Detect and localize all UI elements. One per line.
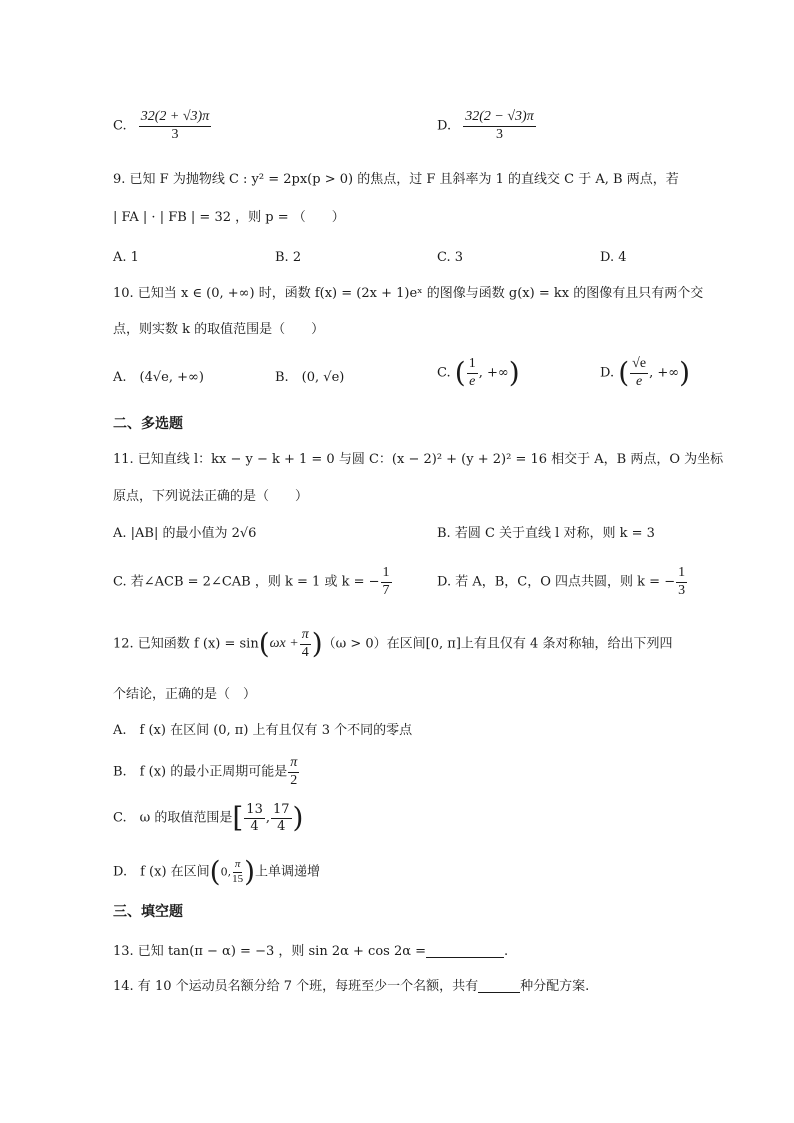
q12-option-a: A. f (x) 在区间 (0, π) 上有且仅有 3 个不同的零点 bbox=[113, 723, 413, 738]
q8-option-d-numerator: 32(2 − √3)π bbox=[463, 110, 535, 127]
q8-option-d-fraction bbox=[463, 110, 535, 142]
q11-option-c-text: C. 若∠ACB = 2∠CAB ，则 k = 1 或 k = − bbox=[113, 574, 380, 590]
q12-pi-denominator: 4 bbox=[301, 644, 309, 660]
q8-option-d bbox=[437, 110, 537, 142]
q12-option-c-upper bbox=[271, 803, 292, 833]
q8-option-d-label: D. bbox=[437, 118, 452, 134]
q10-option-d bbox=[600, 357, 690, 389]
q14-line bbox=[113, 979, 589, 993]
q10-option-d-fraction bbox=[630, 357, 648, 389]
left-paren: ( bbox=[209, 855, 221, 888]
q8-option-c-denominator: 3 bbox=[171, 126, 179, 142]
comma: , bbox=[265, 810, 270, 826]
q10-option-c-numerator: 1 bbox=[467, 357, 478, 374]
q9-line2: | FA | · | FB | = 32 ，则 p = （ ） bbox=[113, 210, 345, 225]
q9-option-d: D. 4 bbox=[600, 250, 627, 265]
q10-option-c-label: C. bbox=[437, 365, 451, 381]
q11-option-d bbox=[437, 566, 688, 598]
q12-option-d-numerator: π bbox=[233, 859, 243, 873]
q10-option-d-denominator: e bbox=[636, 373, 643, 389]
right-paren: ) bbox=[679, 356, 691, 390]
q12-option-d-denominator: 15 bbox=[232, 872, 244, 885]
q11-option-d-text: D. 若 A，B，C，O 四点共圆，则 k = − bbox=[437, 574, 676, 590]
q9-line1: 9. 已知 F 为抛物线 C : y² = 2px(p > 0) 的焦点，过 F 且斜率为 1 的直线交 C 于 A, B 两点，若 bbox=[113, 172, 679, 187]
q11-option-b: B. 若圆 C 关于直线 l 对称，则 k = 3 bbox=[437, 526, 655, 541]
q10-line1: 10. 已知当 x ∈ (0, +∞) 时，函数 f(x) = (2x + 1)eˣ 的图像与函数 g(x) = kx 的图像有且只有两个交 bbox=[113, 286, 704, 301]
q10-option-c-fraction bbox=[467, 357, 478, 389]
q12-option-b-fraction bbox=[288, 756, 299, 788]
q12-option-b-text: B. f (x) 的最小正周期可能是 bbox=[113, 764, 288, 780]
q11-option-a: A. |AB| 的最小值为 2√6 bbox=[113, 526, 257, 541]
q12-option-c-upper-denominator: 4 bbox=[277, 818, 286, 834]
q12-option-b bbox=[113, 756, 300, 788]
q8-option-d-denominator: 3 bbox=[495, 126, 503, 142]
q12-option-d bbox=[113, 855, 321, 888]
q9-option-a: A. 1 bbox=[113, 250, 139, 265]
q12-option-d-zero: 0, bbox=[220, 865, 232, 879]
q12-option-d-fraction bbox=[232, 859, 243, 885]
q12-line2: 个结论，正确的是（ ） bbox=[113, 687, 257, 702]
q10-line2: 点，则实数 k 的取值范围是（ ） bbox=[113, 322, 325, 337]
q8-option-c-label: C. bbox=[113, 118, 127, 134]
right-paren: ) bbox=[311, 627, 323, 661]
q14-answer-blank[interactable] bbox=[478, 979, 520, 993]
q11-option-d-numerator: 1 bbox=[676, 566, 687, 583]
q10-option-a: A. (4√e, +∞) bbox=[113, 370, 204, 385]
q11-option-d-denominator: 3 bbox=[678, 582, 686, 598]
q12-option-c-text: C. ω 的取值范围是 bbox=[113, 810, 233, 826]
right-paren: ) bbox=[508, 356, 520, 390]
q13-answer-blank[interactable] bbox=[426, 944, 504, 958]
q12-option-d-post: 上单调递增 bbox=[255, 864, 321, 880]
right-paren: ) bbox=[244, 855, 256, 888]
q11-option-d-fraction bbox=[676, 566, 687, 598]
q11-option-c bbox=[113, 566, 393, 598]
q13-text: 13. 已知 tan(π − α) = −3 ，则 sin 2α + cos 2α = bbox=[113, 944, 427, 959]
left-paren: ( bbox=[258, 627, 270, 661]
q12-option-c-lower-numerator: 13 bbox=[246, 802, 263, 817]
left-paren: ( bbox=[618, 356, 630, 390]
q12-option-c-lower bbox=[244, 803, 265, 833]
q12-pi-over-4 bbox=[300, 628, 311, 660]
q12-option-b-denominator: 2 bbox=[290, 772, 298, 788]
q11-option-c-fraction bbox=[381, 566, 392, 598]
right-paren: ) bbox=[292, 801, 304, 835]
q12-function-text: 12. 已知函数 f (x) = sin bbox=[113, 636, 259, 652]
left-paren: ( bbox=[454, 356, 466, 390]
q10-option-d-tail: , +∞ bbox=[649, 365, 680, 381]
q12-condition-text: （ω > 0）在区间[0, π]上有且仅有 4 条对称轴，给出下列四 bbox=[322, 636, 673, 652]
section-heading-fill-blank: 三、填空题 bbox=[113, 904, 183, 920]
q11-line2: 原点，下列说法正确的是（ ） bbox=[113, 489, 309, 504]
q10-option-d-label: D. bbox=[600, 365, 615, 381]
q12-argument: ωx + bbox=[269, 636, 299, 652]
q12-option-c bbox=[113, 803, 303, 833]
q11-option-c-denominator: 7 bbox=[382, 582, 390, 598]
q12-option-d-text: D. f (x) 在区间 bbox=[113, 864, 210, 880]
q11-line1: 11. 已知直线 l：kx − y − k + 1 = 0 与圆 C：(x − 2)² + (y + 2)² = 16 相交于 A，B 两点，O 为坐标 bbox=[113, 452, 724, 467]
q12-line1 bbox=[113, 628, 672, 660]
q8-option-c bbox=[113, 110, 212, 142]
section-heading-multiple-choice: 二、多选题 bbox=[113, 416, 183, 432]
q12-option-c-lower-denominator: 4 bbox=[250, 818, 259, 834]
q8-option-c-numerator: 32(2 + √3)π bbox=[139, 110, 211, 127]
q10-option-c-denominator: e bbox=[469, 373, 476, 389]
q12-pi-numerator: π bbox=[300, 628, 311, 645]
q10-option-c bbox=[437, 357, 520, 389]
q11-option-c-numerator: 1 bbox=[381, 566, 392, 583]
q9-option-c: C. 3 bbox=[437, 250, 464, 265]
q12-option-b-numerator: π bbox=[288, 756, 299, 773]
q14-post: 种分配方案. bbox=[520, 979, 590, 994]
q9-option-b: B. 2 bbox=[275, 250, 302, 265]
q13-period: . bbox=[504, 944, 509, 959]
q10-option-d-numerator: √e bbox=[630, 357, 648, 374]
q14-text: 14. 有 10 个运动员名额分给 7 个班，每班至少一个名额，共有 bbox=[113, 979, 479, 994]
q8-option-c-fraction bbox=[139, 110, 211, 142]
q10-option-c-tail: , +∞ bbox=[478, 365, 509, 381]
q10-option-b: B. (0, √e) bbox=[275, 370, 345, 385]
left-bracket: [ bbox=[232, 801, 244, 835]
q12-option-c-upper-numerator: 17 bbox=[272, 802, 290, 817]
q13-line bbox=[113, 944, 508, 958]
